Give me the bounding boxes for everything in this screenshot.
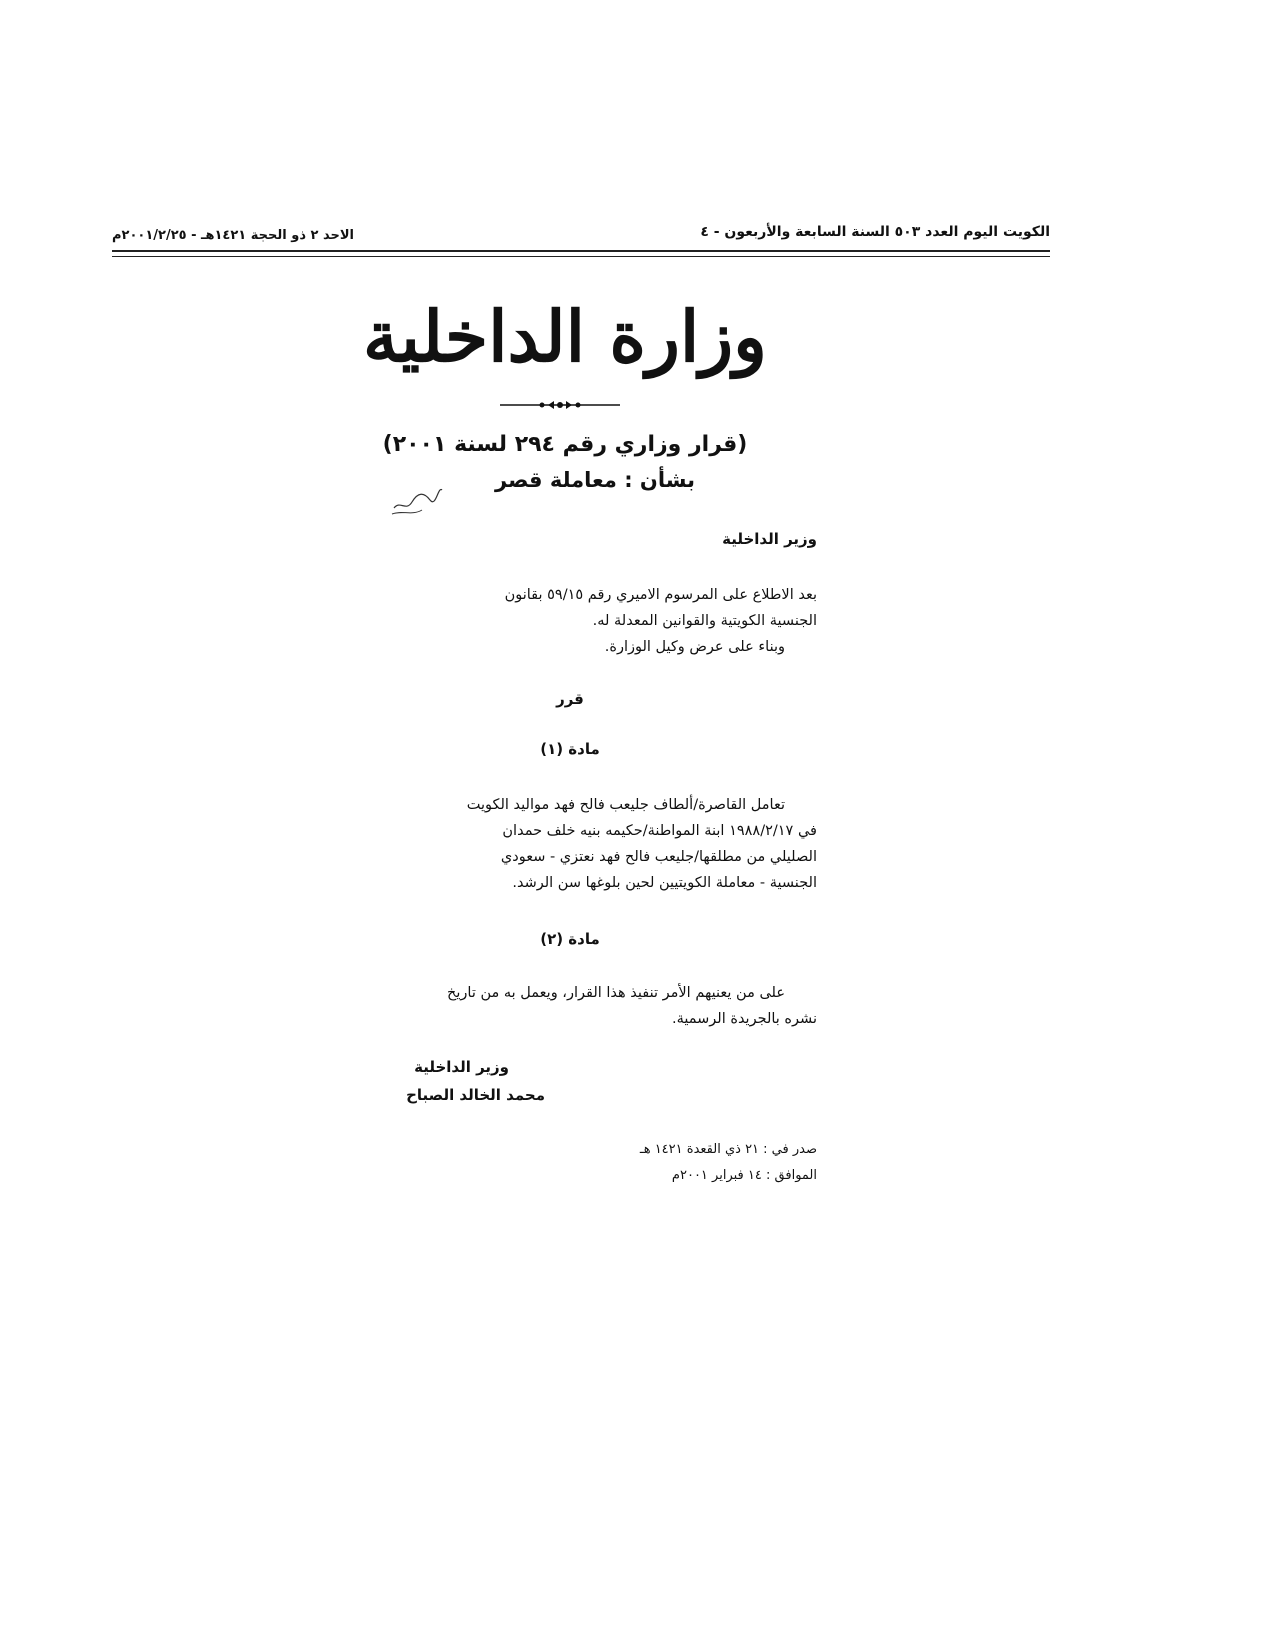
header-rule-thin — [112, 256, 1050, 257]
article-2-line-1: على من يعنيهم الأمر تنفيذ هذا القرار، ويعمل به من تاريخ — [447, 985, 785, 1001]
issue-info: الكويت اليوم العدد ٥٠٣ السنة السابعة والأربعون - ٤ — [700, 224, 1050, 240]
article-2-heading: مادة (٢) — [540, 930, 600, 948]
issue-date: الاحد ٢ ذو الحجة ١٤٢١هـ - ٢٠٠١/٢/٢٥م — [112, 228, 355, 243]
header-rule-thick — [112, 250, 1050, 252]
article-1-line-3: الصليلي من مطلقها/جليعب فالح فهد نعتزي - سعودي — [500, 849, 817, 865]
article-1-line-4: الجنسية - معاملة الكويتيين لحين بلوغها سن الرشد. — [512, 875, 817, 891]
handwritten-initials-icon — [386, 478, 446, 518]
minister-heading: وزير الداخلية — [722, 530, 817, 548]
ministry-title: وزارة الداخلية — [363, 295, 767, 378]
issued-date: صدر في : ٢١ ذي القعدة ١٤٢١ هـ — [639, 1142, 817, 1157]
article-1-heading: مادة (١) — [540, 740, 600, 758]
decision-subject: بشأن : معاملة قصر — [495, 468, 695, 492]
signature-name: محمد الخالد الصباح — [406, 1086, 545, 1104]
decision-title: (قرار وزاري رقم ٢٩٤ لسنة ٢٠٠١) — [382, 432, 748, 457]
page-header — [112, 218, 1050, 248]
article-2-line-2: نشره بالجريدة الرسمية. — [672, 1011, 817, 1027]
article-1-line-1: تعامل القاصرة/ألطاف جليعب فالح فهد مواليد الكويت — [466, 797, 785, 813]
preamble-line-1: بعد الاطلاع على المرسوم الاميري رقم ٥٩/١٥ بقانون — [504, 587, 817, 603]
article-1-line-2: في ١٩٨٨/٢/١٧ ابنة المواطنة/حكيمه بنيه خلف حمدان — [502, 823, 817, 839]
preamble-line-3: وبناء على عرض وكيل الوزارة. — [604, 639, 785, 655]
preamble-line-2: الجنسية الكويتية والقوانين المعدلة له. — [592, 613, 817, 629]
signature-title: وزير الداخلية — [414, 1058, 509, 1076]
ornament-divider-icon — [500, 398, 620, 412]
decided-heading: قرر — [556, 690, 584, 708]
corresponding-date: الموافق : ١٤ فبراير ٢٠٠١م — [671, 1168, 817, 1183]
